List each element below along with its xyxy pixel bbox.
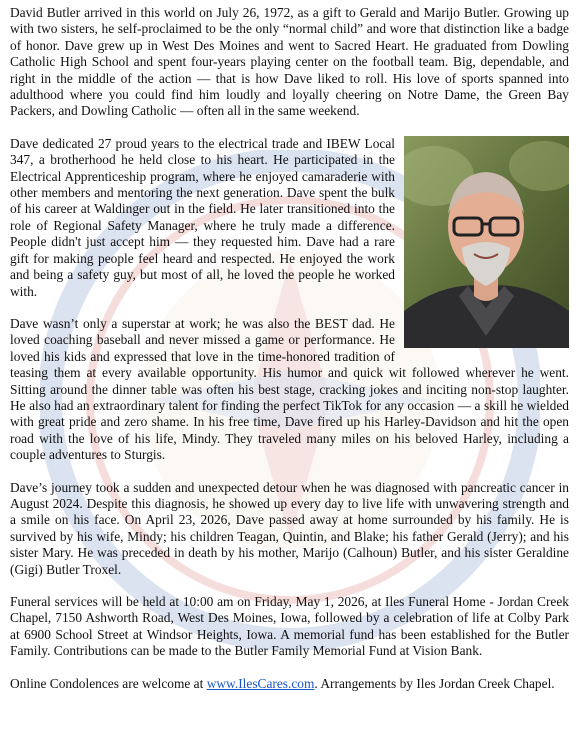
paragraph-early-life: David Butler arrived in this world on July 26, 1972, as a gift to Gerald and Marijo Butler. Growing up with two sisters, he self-proclaimed to be the only “normal child” and wore that distinction like a badge of honor. Dave grew up in West Des Moines and went to Sacred Heart. He graduated from Dowling Catholic High School and spent four-years playing center on the football team. Big, dependable, and right in the middle of the action — that is how Dave liked to roll. His love of sports spanned into adulthood where you could find him loudly and loyally cheering on Notre Dame, the Green Bay Packers, and Dowling Catholic — often all in the same weekend. [10,5,569,119]
obituary-text [10,5,569,708]
paragraph-illness-survivors: Dave’s journey took a sudden and unexpected detour when he was diagnosed with pancreatic cancer in August 2024. Despite this diagnosis, he showed up every day to live life with unwavering strength and a smile on his face. On April 23, 2026, Dave passed away at home surrounded by his family. He is survived by his wife, Mindy; his children Teagan, Quintin, and Blake; his father Gerald (Jerry); and his sister Mary. He was preceded in death by his mother, Marijo (Calhoun) Butler, and his sister Geraldine (Gigi) Butler Troxel. [10,479,569,577]
arrangements-text: . Arrangements by Iles Jordan Creek Chapel. [314,675,555,691]
portrait-photo [404,136,569,348]
paragraph-services: Funeral services will be held at 10:00 am on Friday, May 1, 2026, at Iles Funeral Home - Jordan Creek Chapel, 7150 Ashworth Road, West Des Moines, Iowa, followed by a celebration of life at Colby Park at 6900 School Street at Windsor Heights, Iowa. A memorial fund has been established for the Butler Family. Contributions can be made to the Butler Family Memorial Fund at Vision Bank. [10,594,569,659]
paragraph-condolences [10,676,569,692]
portrait-illustration [404,136,569,348]
paragraph-family-life: Dave wasn’t only a superstar at work; he was also the BEST dad. He loved coaching baseball and never missed a game or performance. He loved his kids and expressed that love in the time-honored tradition of teasing them at every available opportunity. His humor and quick wit followed wherever he went. Sitting around the dinner table was often his best stage, cracking jokes and inciting non-stop laughter. He also had an extraordinary talent for finding the perfect TikTok for any occasion — a skill he wielded with great pride and zero shame. In his free time, Dave fired up his Harley-Davidson and hit the open road with the love of his life, Mindy. They traveled many miles on his beloved Harley, including a couple adventures to Sturgis. [10,315,569,463]
condolences-text: Online Condolences are welcome at [10,675,207,691]
iles-cares-link[interactable]: www.IlesCares.com [206,675,315,691]
paragraph-career: Dave dedicated 27 proud years to the electrical trade and IBEW Local 347, a brotherhood he held close to his heart. He participated in the Electrical Apprenticeship program, where he enjoyed camaraderie with other members and mentoring the next generation. Dave spent the bulk of his career at Waldinger out in the field. He later transitioned into the role of Regional Safety Manager, where he truly made a difference. People didn't just accept him — they requested him. Dave had a rare gift for making people feel heard and respected. He enjoyed the work and being a safety guy, but most of all, he loved the people he worked with. [10,135,395,299]
